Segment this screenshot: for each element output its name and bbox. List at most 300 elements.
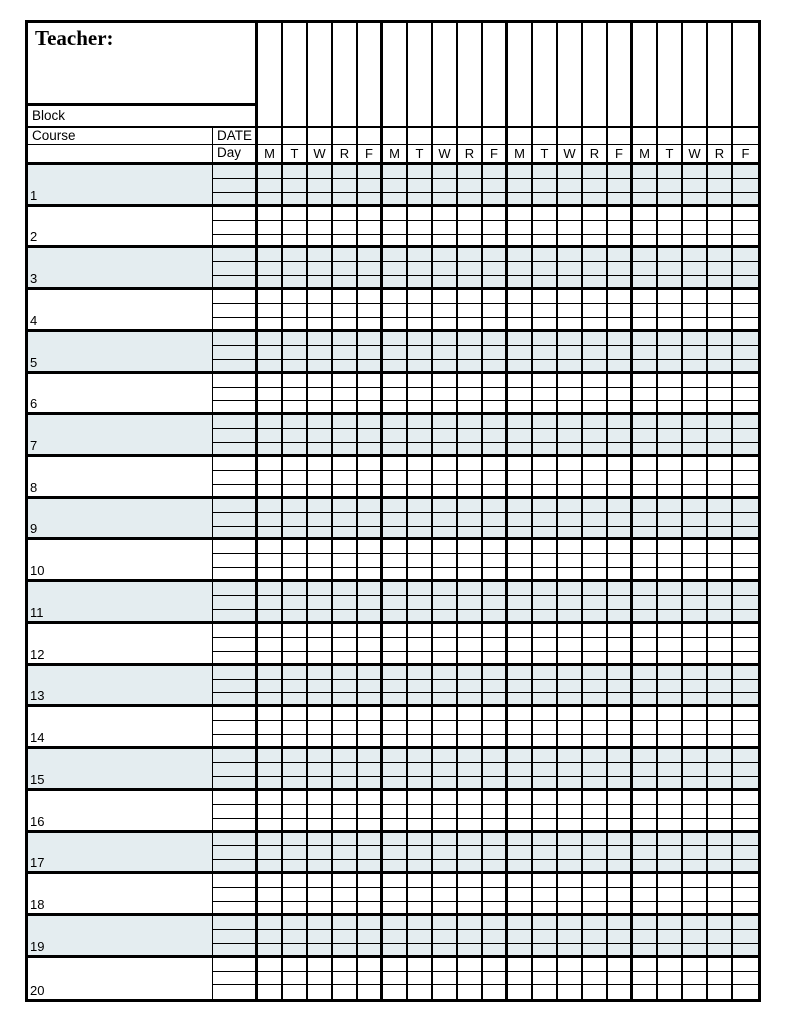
attendance-cell <box>458 360 483 374</box>
attendance-cell <box>283 833 308 847</box>
row-number: 3 <box>30 271 38 287</box>
attendance-cell <box>458 791 483 805</box>
attendance-cell <box>583 276 608 290</box>
date-subcell <box>213 513 258 527</box>
attendance-cell <box>333 207 358 221</box>
attendance-cell <box>683 443 708 457</box>
attendance-cell <box>283 485 308 499</box>
attendance-cell <box>608 666 633 680</box>
header-date-column <box>708 23 733 128</box>
attendance-cell <box>408 527 433 541</box>
attendance-cell <box>633 554 658 568</box>
attendance-cell <box>458 262 483 276</box>
attendance-cell <box>433 401 458 415</box>
attendance-cell <box>433 972 458 986</box>
attendance-cell <box>558 624 583 638</box>
attendance-cell <box>258 777 283 791</box>
attendance-cell <box>483 930 508 944</box>
attendance-cell <box>633 596 658 610</box>
date-subcell <box>213 972 258 986</box>
attendance-cell <box>258 958 283 972</box>
attendance-cell <box>608 485 633 499</box>
attendance-cell <box>733 374 758 388</box>
attendance-cell <box>333 624 358 638</box>
attendance-cell <box>283 374 308 388</box>
attendance-cell <box>283 721 308 735</box>
attendance-cell <box>433 985 458 999</box>
attendance-cell <box>533 874 558 888</box>
attendance-cell <box>558 499 583 513</box>
attendance-cell <box>583 693 608 707</box>
attendance-cell <box>358 846 383 860</box>
attendance-cell <box>583 985 608 999</box>
attendance-cell <box>683 707 708 721</box>
attendance-cell <box>708 652 733 666</box>
attendance-cell <box>483 944 508 958</box>
attendance-cell <box>408 624 433 638</box>
attendance-cell <box>683 652 708 666</box>
attendance-cell <box>658 652 683 666</box>
attendance-cell <box>258 888 283 902</box>
attendance-cell <box>333 791 358 805</box>
attendance-cell <box>458 916 483 930</box>
attendance-cell <box>308 902 333 916</box>
attendance-cell <box>433 846 458 860</box>
attendance-cell <box>708 721 733 735</box>
attendance-cell <box>408 735 433 749</box>
attendance-cell <box>708 248 733 262</box>
attendance-cell <box>708 388 733 402</box>
attendance-cell <box>383 415 408 429</box>
attendance-cell <box>483 749 508 763</box>
attendance-cell <box>733 540 758 554</box>
attendance-cell <box>508 179 533 193</box>
attendance-cell <box>258 652 283 666</box>
attendance-cell <box>633 290 658 304</box>
attendance-cell <box>733 290 758 304</box>
attendance-cell <box>333 290 358 304</box>
attendance-cell <box>533 791 558 805</box>
attendance-cell <box>658 680 683 694</box>
attendance-cell <box>383 652 408 666</box>
attendance-cell <box>358 346 383 360</box>
attendance-cell <box>483 860 508 874</box>
attendance-cell <box>433 833 458 847</box>
attendance-cell <box>408 846 433 860</box>
attendance-cell <box>433 235 458 249</box>
date-subcell <box>213 888 258 902</box>
date-subcell <box>213 638 258 652</box>
attendance-cell <box>733 833 758 847</box>
attendance-cell <box>458 582 483 596</box>
attendance-cell <box>508 791 533 805</box>
attendance-cell <box>458 846 483 860</box>
attendance-cell <box>608 346 633 360</box>
attendance-cell <box>408 360 433 374</box>
day-letter-cell: R <box>333 145 358 165</box>
attendance-cell <box>508 262 533 276</box>
attendance-cell <box>308 652 333 666</box>
attendance-cell <box>708 374 733 388</box>
attendance-cell <box>658 777 683 791</box>
attendance-cell <box>283 902 308 916</box>
attendance-cell <box>283 666 308 680</box>
attendance-cell <box>583 596 608 610</box>
attendance-cell <box>558 290 583 304</box>
day-letter-cell: M <box>383 145 408 165</box>
attendance-cell <box>508 485 533 499</box>
attendance-cell <box>658 443 683 457</box>
attendance-cell <box>333 429 358 443</box>
attendance-cell <box>558 235 583 249</box>
attendance-cell <box>633 985 658 999</box>
attendance-cell <box>383 791 408 805</box>
attendance-cell <box>408 318 433 332</box>
attendance-cell <box>408 401 433 415</box>
date-subcell <box>213 819 258 833</box>
attendance-cell <box>708 805 733 819</box>
attendance-cell <box>583 610 608 624</box>
attendance-cell <box>733 568 758 582</box>
attendance-cell <box>308 179 333 193</box>
attendance-cell <box>583 332 608 346</box>
attendance-cell <box>633 457 658 471</box>
attendance-cell <box>308 791 333 805</box>
attendance-cell <box>683 638 708 652</box>
attendance-cell <box>558 485 583 499</box>
attendance-cell <box>308 193 333 207</box>
attendance-cell <box>558 958 583 972</box>
attendance-cell <box>658 318 683 332</box>
attendance-cell <box>558 707 583 721</box>
attendance-cell <box>533 638 558 652</box>
attendance-cell <box>358 707 383 721</box>
attendance-cell <box>458 610 483 624</box>
attendance-cell <box>308 248 333 262</box>
attendance-cell <box>733 235 758 249</box>
attendance-cell <box>308 513 333 527</box>
attendance-cell <box>583 346 608 360</box>
attendance-cell <box>658 958 683 972</box>
attendance-cell <box>583 846 608 860</box>
attendance-cell <box>708 916 733 930</box>
date-subcell <box>213 680 258 694</box>
attendance-cell <box>408 248 433 262</box>
attendance-cell <box>258 360 283 374</box>
attendance-cell <box>483 666 508 680</box>
attendance-cell <box>583 374 608 388</box>
attendance-cell <box>283 554 308 568</box>
attendance-cell <box>558 985 583 999</box>
attendance-cell <box>408 819 433 833</box>
attendance-cell <box>308 958 333 972</box>
attendance-cell <box>483 582 508 596</box>
attendance-cell <box>458 179 483 193</box>
attendance-cell <box>633 179 658 193</box>
attendance-cell <box>333 540 358 554</box>
attendance-cell <box>708 791 733 805</box>
attendance-cell <box>633 846 658 860</box>
attendance-cell <box>708 972 733 986</box>
attendance-cell <box>333 888 358 902</box>
attendance-cell <box>608 471 633 485</box>
attendance-cell <box>383 429 408 443</box>
attendance-cell <box>533 749 558 763</box>
attendance-cell <box>483 693 508 707</box>
attendance-cell <box>683 819 708 833</box>
attendance-cell <box>408 916 433 930</box>
attendance-cell <box>733 944 758 958</box>
attendance-cell <box>733 666 758 680</box>
attendance-cell <box>308 610 333 624</box>
attendance-cell <box>408 415 433 429</box>
attendance-cell <box>608 513 633 527</box>
attendance-cell <box>383 693 408 707</box>
attendance-cell <box>608 819 633 833</box>
date-subcell <box>213 610 258 624</box>
attendance-cell <box>608 554 633 568</box>
attendance-cell <box>308 304 333 318</box>
date-subcell <box>213 582 258 596</box>
attendance-cell <box>408 443 433 457</box>
attendance-cell <box>308 388 333 402</box>
attendance-cell <box>433 763 458 777</box>
attendance-cell <box>433 916 458 930</box>
attendance-cell <box>283 888 308 902</box>
attendance-cell <box>558 833 583 847</box>
attendance-cell <box>608 846 633 860</box>
attendance-cell <box>358 248 383 262</box>
attendance-cell <box>658 666 683 680</box>
attendance-cell <box>383 360 408 374</box>
attendance-cell <box>683 860 708 874</box>
attendance-cell <box>283 582 308 596</box>
attendance-cell <box>258 666 283 680</box>
attendance-cell <box>308 819 333 833</box>
attendance-cell <box>733 680 758 694</box>
attendance-cell <box>383 540 408 554</box>
attendance-cell <box>508 582 533 596</box>
attendance-cell <box>733 888 758 902</box>
attendance-cell <box>383 944 408 958</box>
attendance-cell <box>558 749 583 763</box>
attendance-cell <box>408 485 433 499</box>
attendance-cell <box>408 374 433 388</box>
attendance-cell <box>608 763 633 777</box>
attendance-cell <box>558 457 583 471</box>
day-letter-cell: W <box>683 145 708 165</box>
attendance-cell <box>558 332 583 346</box>
attendance-cell <box>708 193 733 207</box>
attendance-cell <box>708 318 733 332</box>
attendance-cell <box>508 819 533 833</box>
attendance-cell <box>483 221 508 235</box>
student-name-cell <box>28 457 213 499</box>
attendance-cell <box>408 388 433 402</box>
attendance-cell <box>533 554 558 568</box>
attendance-cell <box>683 554 708 568</box>
attendance-cell <box>258 735 283 749</box>
attendance-cell <box>308 527 333 541</box>
attendance-cell <box>633 207 658 221</box>
day-letter-cell: W <box>558 145 583 165</box>
attendance-cell <box>308 638 333 652</box>
attendance-cell <box>358 374 383 388</box>
attendance-cell <box>633 471 658 485</box>
attendance-cell <box>683 374 708 388</box>
attendance-cell <box>508 735 533 749</box>
attendance-cell <box>258 721 283 735</box>
attendance-cell <box>483 360 508 374</box>
attendance-cell <box>333 471 358 485</box>
attendance-cell <box>683 777 708 791</box>
attendance-cell <box>733 513 758 527</box>
attendance-cell <box>708 624 733 638</box>
attendance-cell <box>533 958 558 972</box>
attendance-cell <box>308 165 333 179</box>
attendance-cell <box>508 777 533 791</box>
attendance-cell <box>633 248 658 262</box>
attendance-cell <box>633 318 658 332</box>
attendance-cell <box>358 457 383 471</box>
attendance-cell <box>608 624 633 638</box>
attendance-cell <box>683 846 708 860</box>
attendance-cell <box>633 388 658 402</box>
attendance-cell <box>733 707 758 721</box>
attendance-cell <box>608 388 633 402</box>
attendance-cell <box>383 304 408 318</box>
attendance-cell <box>683 540 708 554</box>
attendance-cell <box>483 985 508 999</box>
attendance-cell <box>508 471 533 485</box>
attendance-cell <box>333 638 358 652</box>
date-subcell <box>213 248 258 262</box>
header-date-column <box>558 23 583 128</box>
attendance-cell <box>408 582 433 596</box>
attendance-cell <box>308 582 333 596</box>
attendance-cell <box>633 930 658 944</box>
attendance-cell <box>633 680 658 694</box>
date-subcell <box>213 207 258 221</box>
attendance-cell <box>708 833 733 847</box>
attendance-cell <box>433 693 458 707</box>
attendance-cell <box>283 860 308 874</box>
attendance-cell <box>658 235 683 249</box>
attendance-cell <box>533 916 558 930</box>
attendance-cell <box>408 499 433 513</box>
attendance-cell <box>508 276 533 290</box>
attendance-cell <box>558 735 583 749</box>
row-number: 2 <box>30 229 38 245</box>
attendance-cell <box>433 540 458 554</box>
attendance-cell <box>383 193 408 207</box>
row-number: 7 <box>30 438 38 454</box>
attendance-cell <box>458 707 483 721</box>
attendance-cell <box>433 360 458 374</box>
attendance-cell <box>533 652 558 666</box>
attendance-cell <box>408 610 433 624</box>
attendance-cell <box>658 429 683 443</box>
attendance-cell <box>383 735 408 749</box>
attendance-cell <box>283 972 308 986</box>
attendance-cell <box>383 221 408 235</box>
attendance-cell <box>608 527 633 541</box>
attendance-cell <box>658 763 683 777</box>
attendance-cell <box>458 513 483 527</box>
attendance-cell <box>458 429 483 443</box>
attendance-cell <box>433 513 458 527</box>
attendance-cell <box>633 485 658 499</box>
attendance-cell <box>658 944 683 958</box>
attendance-cell <box>358 388 383 402</box>
attendance-cell <box>733 624 758 638</box>
attendance-cell <box>333 262 358 276</box>
attendance-cell <box>683 888 708 902</box>
attendance-cell <box>333 193 358 207</box>
attendance-cell <box>683 513 708 527</box>
attendance-cell <box>708 680 733 694</box>
attendance-cell <box>558 374 583 388</box>
attendance-cell <box>433 499 458 513</box>
date-subcell <box>213 471 258 485</box>
attendance-cell <box>358 318 383 332</box>
attendance-cell <box>583 457 608 471</box>
attendance-cell <box>333 902 358 916</box>
attendance-cell <box>658 749 683 763</box>
date-subcell <box>213 360 258 374</box>
attendance-cell <box>383 471 408 485</box>
attendance-cell <box>658 707 683 721</box>
attendance-cell <box>433 638 458 652</box>
attendance-cell <box>508 248 533 262</box>
attendance-cell <box>433 207 458 221</box>
attendance-cell <box>683 944 708 958</box>
attendance-cell <box>708 638 733 652</box>
attendance-cell <box>433 568 458 582</box>
attendance-cell <box>483 819 508 833</box>
attendance-cell <box>258 749 283 763</box>
attendance-cell <box>308 749 333 763</box>
attendance-cell <box>683 499 708 513</box>
attendance-cell <box>283 471 308 485</box>
attendance-cell <box>733 499 758 513</box>
attendance-cell <box>658 930 683 944</box>
attendance-cell <box>683 485 708 499</box>
attendance-cell <box>308 888 333 902</box>
attendance-cell <box>608 610 633 624</box>
attendance-cell <box>608 262 633 276</box>
attendance-cell <box>708 707 733 721</box>
date-subcell <box>213 540 258 554</box>
date-subcell <box>213 596 258 610</box>
date-cell <box>608 128 633 145</box>
attendance-cell <box>383 930 408 944</box>
attendance-cell <box>683 874 708 888</box>
date-cell <box>258 128 283 145</box>
attendance-cell <box>633 652 658 666</box>
attendance-cell <box>308 290 333 304</box>
attendance-cell <box>683 568 708 582</box>
attendance-cell <box>408 471 433 485</box>
attendance-cell <box>683 165 708 179</box>
attendance-cell <box>533 819 558 833</box>
attendance-cell <box>658 499 683 513</box>
attendance-cell <box>583 193 608 207</box>
day-letter-cell: W <box>308 145 333 165</box>
attendance-cell <box>358 554 383 568</box>
attendance-cell <box>433 652 458 666</box>
attendance-cell <box>558 846 583 860</box>
